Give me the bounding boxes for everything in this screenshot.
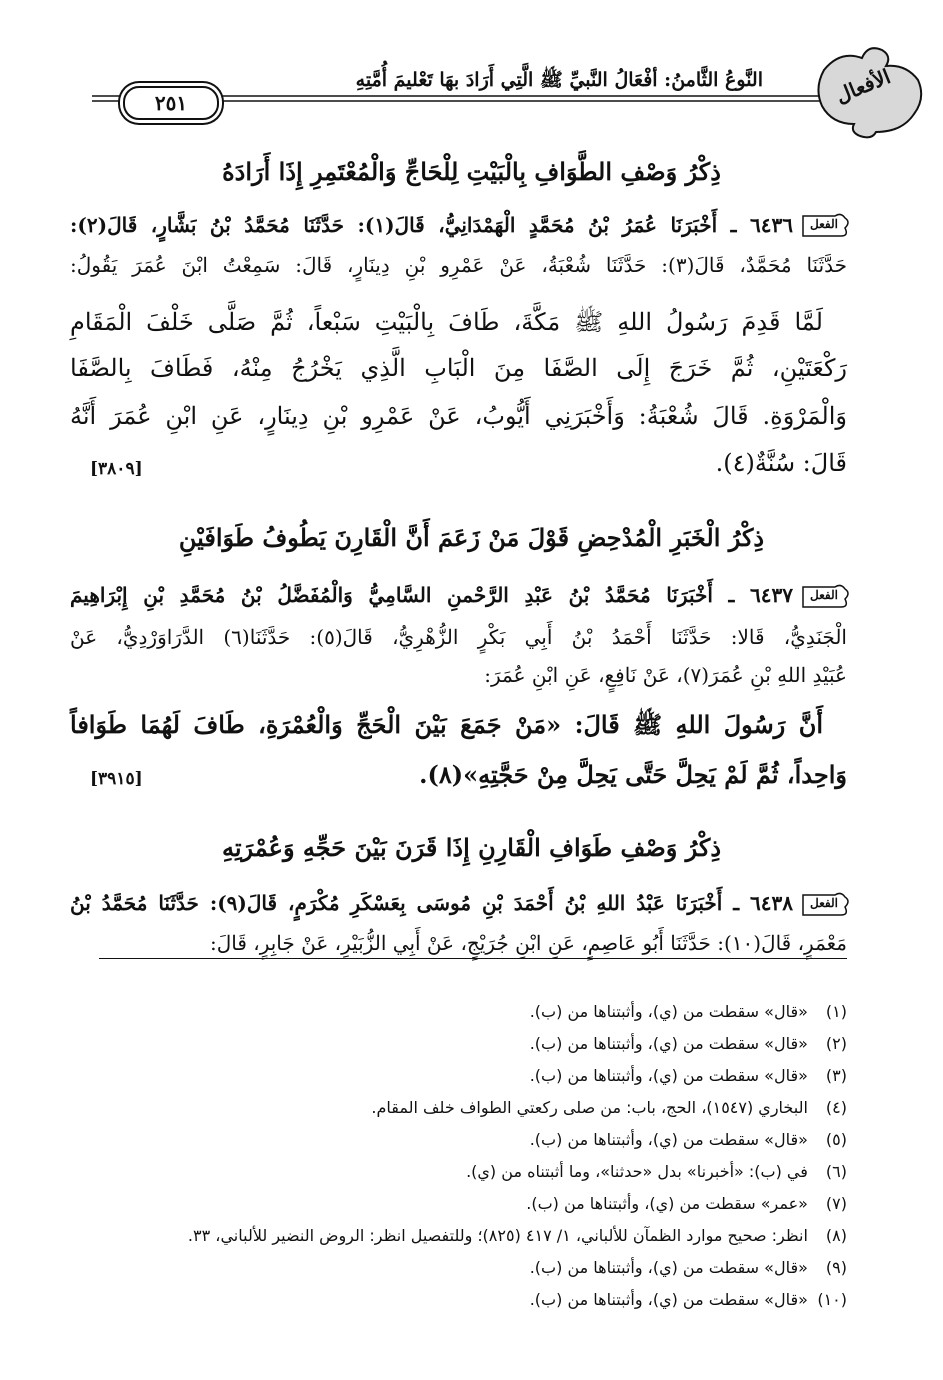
- running-header-title: النَّوعُ الثَّامنُ: أفْعَالُ النَّبيِّ ﷺ الَّتِي أَرَادَ بهَا تَعْليمَ أُمَّتِهِ: [355, 69, 763, 91]
- footnote: (٢) «قال» سقطت من (ي)، وأثبتناها من (ب).: [529, 1034, 847, 1053]
- text-line: ٦٤٣٧ ـ أَخْبَرَنَا مُحَمَّدُ بْنُ عَبْدِ الرَّحْمنِ السَّامِيُّ وَالْمُفَضَّلُ بْنُ مُحَمَّدِ بْنِ إِبْرَاهِيمَ: [70, 583, 793, 607]
- text-line: ٦٤٣٨ ـ أَخْبَرَنَا عَبْدُ اللهِ بْنُ أَحْمَدَ بْنِ مُوسَى بِعَسْكَرِ مُكْرَمٍ، قَالَ(٩): حَدَّثَنَا مُحَمَّدُ بْنُ: [70, 891, 794, 915]
- footnote: (٥) «قال» سقطت من (ي)، وأثبتناها من (ب).: [529, 1130, 847, 1149]
- reference-number: [٣٨٠٩]: [90, 459, 143, 479]
- text-line: أَنَّ رَسُولَ اللهِ ﷺ قَالَ: «مَنْ جَمَعَ بَيْنَ الْحَجِّ وَالْعُمْرَةِ، طَافَ لَهُمَا طَوَافاً: [70, 710, 823, 739]
- section-heading: ذِكْرُ وَصْفِ الطَّوَافِ بِالْبَيْتِ لِلْحَاجِّ وَالْمُعْتَمِرِ إِذَا أَرَادَهُ: [222, 157, 721, 186]
- page-number: ٢٥١: [123, 86, 219, 120]
- footnote: (٨) انظر: صحيح موارد الظمآن للألباني، ١/ ٤١٧ (٨٢٥)؛ وللتفصيل انظر: الروض النضير للألباني، ٣٣.: [187, 1226, 847, 1245]
- footnote: (١٠) «قال» سقطت من (ي)، وأثبتناها من (ب).: [529, 1290, 847, 1309]
- section-badge-label: الأفعال: [832, 64, 894, 108]
- hadith-badge-label: الفعل: [810, 217, 838, 231]
- footnote: (٧) «عمر» سقطت من (ي)، وأثبتناها من (ب).: [526, 1194, 847, 1213]
- hadith-badge-label: الفعل: [810, 588, 838, 602]
- footnote: (٣) «قال» سقطت من (ي)، وأثبتناها من (ب).: [529, 1066, 847, 1085]
- section-heading: ذِكْرُ الْخَبَرِ الْمُدْحِضِ قَوْلَ مَنْ زَعَمَ أَنَّ الْقَارِنَ يَطُوفُ طَوَافَيْنِ: [178, 523, 765, 552]
- text-line: الْجَنَدِيُّ، قَالا: حَدَّثَنَا أَحْمَدُ بْنُ أَبِي بَكْرٍ الزُّهْرِيُّ، قَالَ(٥): حَدَّثَنَا(٦) الدَّرَاوَرْدِيُّ، عَنْ: [70, 625, 847, 649]
- text-line: عُبَيْدِ اللهِ بْنِ عُمَرَ(٧)، عَنْ نَافِعٍ، عَنِ ابْنِ عُمَرَ:: [484, 663, 847, 687]
- footnote: (٤) البخاري (١٥٤٧)، الحج، باب: من صلى ركعتي الطواف خلف المقام.: [371, 1098, 847, 1117]
- footnote: (١) «قال» سقطت من (ي)، وأثبتناها من (ب).: [529, 1002, 847, 1021]
- section-heading: ذِكْرُ وَصْفِ طَوَافِ الْقَارِنِ إِذَا قَرَنَ بَيْنَ حَجِّهِ وَعُمْرَتِهِ: [221, 833, 722, 862]
- hadith-badge-label: الفعل: [810, 896, 838, 910]
- text-line: حَدَّثَنَا مُحَمَّدٌ، قَالَ(٣): حَدَّثَنَا شُعْبَةُ، عَنْ عَمْرِو بْنِ دِينَارٍ، قَالَ: سَمِعْتُ ابْنَ عُمَرَ يَقُولُ:: [70, 253, 847, 277]
- reference-number: [٣٩١٥]: [90, 769, 143, 789]
- text-line: وَاحِداً، ثُمَّ لَمْ يَحِلَّ حَتَّى يَحِلَّ مِنْ حَجَّتِهِ»(٨).: [419, 760, 847, 789]
- text-line: لَمَّا قَدِمَ رَسُولُ اللهِ ﷺ مَكَّةَ، طَافَ بِالْبَيْتِ سَبْعاً، ثُمَّ صَلَّى خَلْفَ الْمَقَامِ: [70, 308, 823, 336]
- footnote: (٩) «قال» سقطت من (ي)، وأثبتناها من (ب).: [529, 1258, 847, 1277]
- footnote: (٦) في (ب): «أخبرنا» بدل «حدثنا»، وما أثبتناه من (ي).: [466, 1162, 847, 1181]
- text-line: مَعْمَرٍ، قَالَ(١٠): حَدَّثَنَا أَبُو عَاصِمٍ، عَنِ ابْنِ جُرَيْجٍ، عَنْ أَبِي الزُّبَيْرِ، عَنْ جَابِرٍ، قَالَ:: [209, 931, 847, 955]
- footnote-separator: [99, 958, 847, 959]
- text-line: رَكْعَتَيْنِ، ثُمَّ خَرَجَ إِلَى الصَّفَا مِنَ الْبَابِ الَّذِي يَخْرُجُ مِنْهُ، فَطَافَ بِالصَّفَا: [70, 354, 847, 382]
- text-line: وَالْمَرْوَةِ. قَالَ شُعْبَةُ: وَأَخْبَرَنِي أَيُّوبُ، عَنْ عَمْرِو بْنِ دِينَارٍ، عَنِ ابْنِ عُمَرَ أَنَّهُ: [70, 402, 847, 430]
- text-line: قَالَ: سُنَّةٌ(٤).: [715, 449, 847, 477]
- text-line: ٦٤٣٦ ـ أَخْبَرَنَا عُمَرُ بْنُ مُحَمَّدٍ الْهَمْدَانِيُّ، قَالَ(١): حَدَّثَنَا مُحَمَّدُ بْنُ بَشَّارٍ، قَالَ(٢):: [70, 213, 793, 237]
